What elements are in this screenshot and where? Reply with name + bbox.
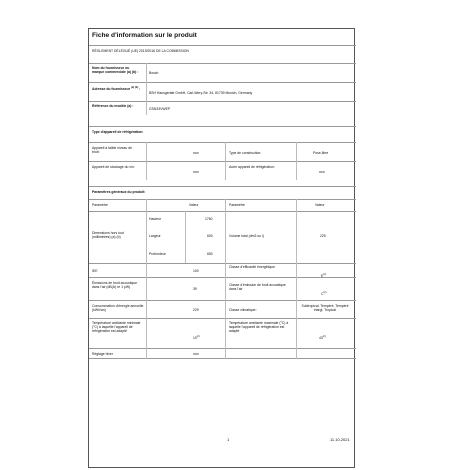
noise-class-value: C [321, 292, 324, 297]
appliance-col-divider-2 [225, 142, 226, 180]
consumption-value: 229 [193, 308, 199, 312]
supplier-address-label: Adresse du fournisseur [92, 87, 131, 92]
regulation-text: RÈGLEMENT DÉLÉGUÉ (UE) 2019/2016 DE LA COMMISSION [92, 49, 189, 53]
appliance-row-1 [89, 142, 356, 161]
supplier-col-divider [146, 63, 147, 115]
general-header-row [89, 199, 356, 211]
depth-label: Profondeur [149, 252, 166, 256]
col-value-header: Valeur [189, 203, 199, 207]
winter-value: non [193, 352, 199, 356]
min-temp-cell [193, 331, 200, 340]
supplier-address-label-cell [92, 86, 144, 91]
general-heading: Paramètres généraux du produit: [92, 190, 146, 194]
dimensions-row [89, 211, 356, 263]
energy-class-sup: (c) [323, 273, 327, 276]
general-col-divider-2 [225, 199, 226, 359]
max-temp-label: Température ambiante maximale (°C) à laquelle l'appareil de réfrigération est adapté [229, 321, 289, 333]
noise-class-cell [321, 287, 326, 296]
wine-storage-label: Appareil de stockage du vin: [92, 165, 135, 169]
min-temp-sup: (c) [196, 335, 200, 338]
height-label: Hauteur [149, 217, 162, 221]
width-label: Largeur [149, 234, 161, 238]
dimension-subcol-divider [185, 211, 186, 263]
sheet-title: Fiche d'information sur le produit [92, 32, 197, 39]
appliance-type-heading-row [89, 126, 356, 136]
other-appliance-value: non [319, 170, 325, 174]
model-value: GSN33VWEP [149, 107, 171, 111]
col-param2-header: Paramètre [229, 203, 245, 207]
sheet-frame [88, 28, 355, 468]
volume-value: 225 [320, 234, 326, 238]
model-row [89, 101, 356, 115]
winter-row [89, 348, 356, 359]
max-temp-sup: (c) [322, 335, 326, 338]
max-temp-cell [319, 331, 326, 340]
appliance-type-heading: Type d'appareil de réfrigération: [92, 130, 144, 134]
width-value: 600 [207, 234, 213, 238]
supplier-name-label: Nom du fournisseur ou marque commerciale (a) (b) : [92, 66, 139, 74]
supplier-address-value: BSH Hausgeräte GmbH, Carl-Wery-Str. 34, 81739 Munich, Germany [149, 91, 253, 95]
iee-row [89, 263, 356, 277]
climate-value: Subtropical, Tempéré, Tempéré élargi, Tropical [301, 304, 349, 312]
temperature-row [89, 318, 356, 348]
col-param-header: Paramètre [92, 203, 108, 207]
supplier-name-row [89, 63, 356, 82]
depth-value: 650 [207, 252, 213, 256]
noise-value: 39 [193, 287, 197, 291]
height-value: 1760 [205, 217, 213, 221]
other-appliance-label: Autre appareil de réfrigération: [229, 165, 275, 169]
general-heading-row [89, 186, 356, 196]
supplier-address-label-sup: (a) (b) [131, 86, 139, 89]
page-number: 1 [227, 437, 230, 442]
construction-label: Type de construction: [229, 151, 262, 155]
low-noise-value: non [193, 151, 199, 155]
consumption-label: Consommation d'énergie annuelle (kWh/an) [92, 304, 144, 312]
winter-label: Réglage hiver [92, 352, 113, 356]
max-temp-value: 43 [319, 336, 323, 341]
product-info-sheet [88, 28, 355, 470]
dimensions-label: Dimensions hors tout (millimètres) (a) (b) [92, 231, 124, 239]
col-value2-header: Valeur [315, 203, 325, 207]
wine-storage-value: non [193, 170, 199, 174]
supplier-address-label-end: : [139, 87, 141, 92]
min-temp-label: Température ambiante minimale (°C) à laquelle l'appareil de réfrigération est adapté [92, 321, 141, 333]
appliance-col-divider-3 [296, 142, 297, 180]
general-col-divider-3 [296, 199, 297, 359]
energy-class-value: E [321, 274, 324, 279]
footer-date: 11.10.2021 [330, 437, 350, 442]
general-col-divider-1 [146, 199, 147, 359]
consumption-row [89, 300, 356, 318]
supplier-address-row [89, 82, 356, 101]
appliance-col-divider-1 [146, 142, 147, 180]
iee-value: 100 [193, 269, 199, 273]
noise-class-label: Classe d'émission de bruit acoustique dans l'air [229, 283, 286, 291]
supplier-name-value: Bosch [149, 71, 159, 75]
noise-label: Émissions de bruit acoustique dans l'air (dB(A) re 1 pW) [92, 281, 138, 289]
noise-class-sup: (c) [323, 291, 327, 294]
regulation-row [89, 45, 356, 55]
appliance-row-2 [89, 161, 356, 180]
construction-value: Pose-libre [313, 151, 329, 155]
energy-class-label: Classe d'efficacité énergétique [229, 265, 276, 269]
model-label: Référence du modèle (a) : [92, 104, 134, 108]
noise-row [89, 277, 356, 300]
climate-label: Classe climatique: [229, 308, 257, 312]
min-temp-value: 10 [193, 336, 197, 341]
volume-label: Volume total (dm3 ou l) [229, 234, 264, 238]
iee-label: IEE [92, 269, 98, 273]
low-noise-label: Appareil à faible niveau de bruit: [92, 146, 132, 154]
